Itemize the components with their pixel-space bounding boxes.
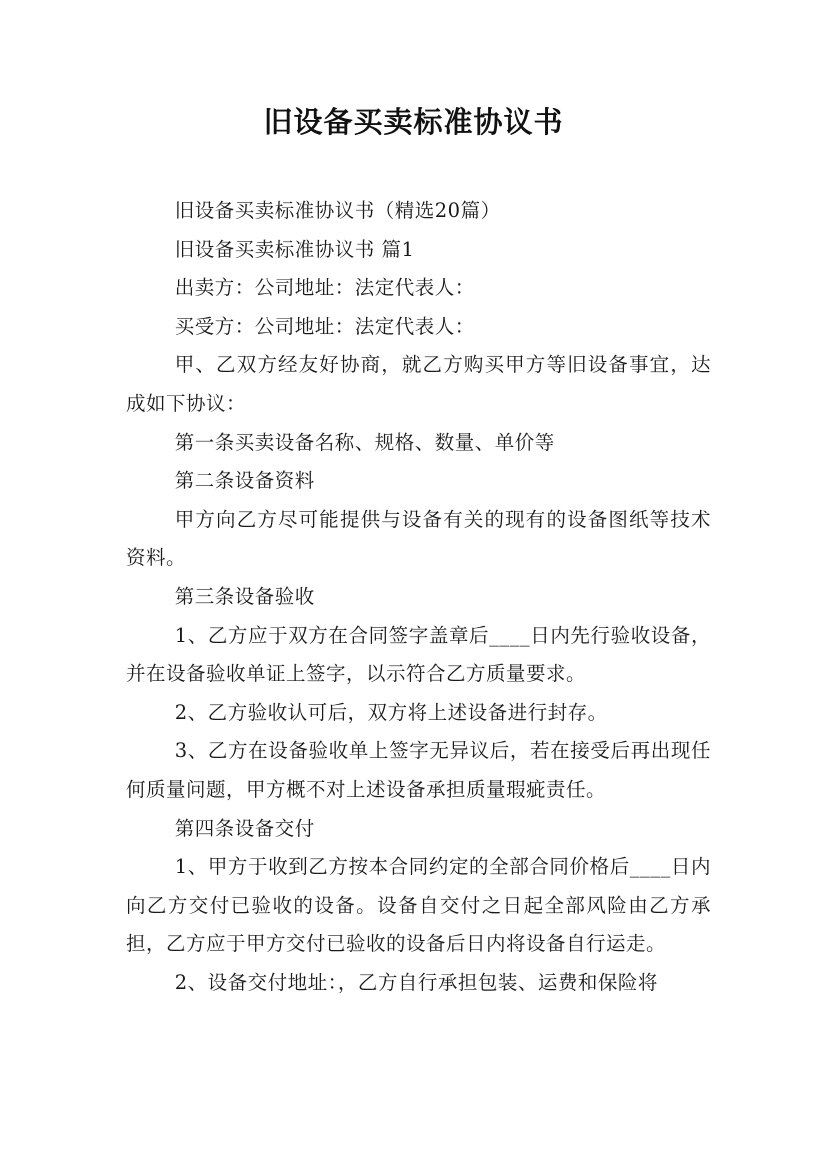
paragraph-article-4-item-2: 2、设备交付地址：，乙方自行承担包装、运费和保险将	[174, 970, 658, 994]
paragraph-article-4: 第四条设备交付	[174, 816, 315, 840]
paragraph-article-3-item-2: 2、乙方验收认可后，双方将上述设备进行封存。	[174, 700, 608, 724]
paragraph-subtitle: 旧设备买卖标准协议书（精选20篇）	[174, 199, 501, 222]
paragraph-article-4-item-1: 1、甲方于收到乙方按本合同约定的全部合同价格后____日内向乙方交付已验收的设备。设备自交付之日起全部风险由乙方承担，乙方应于甲方交付已验收的设备后日内将设备自行运走。	[126, 855, 711, 956]
paragraph-article-2-body: 甲方向乙方尽可能提供与设备有关的现有的设备图纸等技术资料。	[126, 507, 711, 570]
paragraph-article-3-item-1: 1、乙方应于双方在合同签字盖章后____日内先行验收设备，并在设备验收单证上签字，以示符合乙方质量要求。	[126, 623, 711, 686]
paragraph-buyer: 买受方：公司地址：法定代表人：	[174, 314, 475, 338]
paragraph-article-3-item-3: 3、乙方在设备验收单上签字无异议后，若在接受后再出现任何质量问题，甲方概不对上述设备承担质量瑕疵责任。	[126, 739, 711, 801]
document-body	[126, 192, 711, 1002]
paragraph-seller: 出卖方：公司地址：法定代表人：	[174, 276, 475, 300]
paragraph-section-heading: 旧设备买卖标准协议书 篇1	[174, 237, 415, 261]
paragraph-preamble: 甲、乙双方经友好协商，就乙方购买甲方等旧设备事宜，达成如下协议：	[126, 353, 711, 415]
paragraph-article-3: 第三条设备验收	[174, 584, 315, 608]
paragraph-article-1: 第一条买卖设备名称、规格、数量、单价等	[174, 430, 555, 454]
paragraph-article-2: 第二条设备资料	[174, 469, 315, 493]
document-title: 旧设备买卖标准协议书	[263, 105, 564, 139]
